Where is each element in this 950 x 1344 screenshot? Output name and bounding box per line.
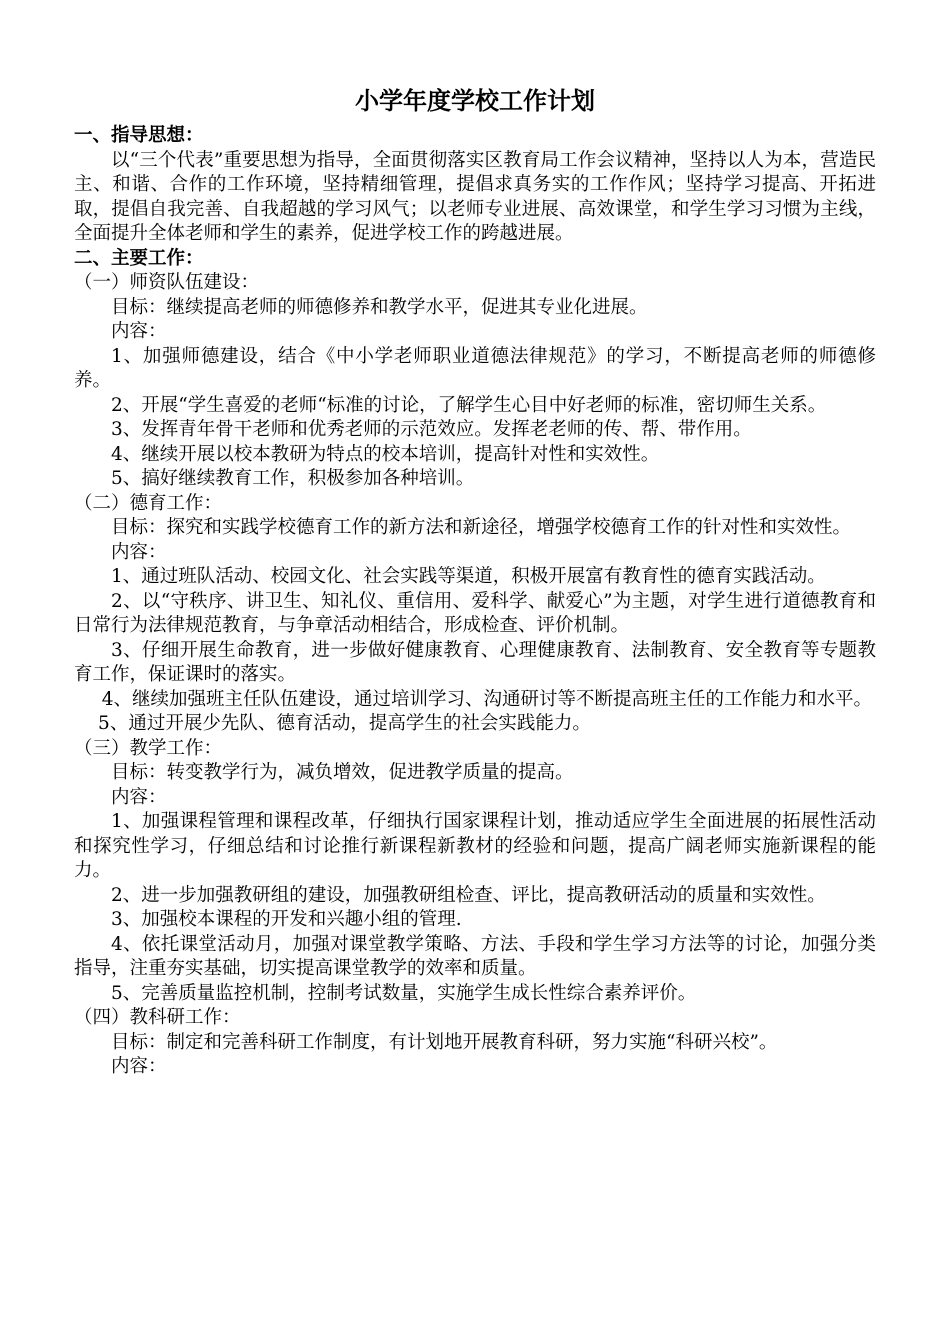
moral-item: 2、以“守秩序、讲卫生、知礼仪、重信用、爱科学、献爱心”为主题，对学生进行道德教育和日常行为法律规范教育，与争章活动相结合，形成检查、评价机制。 xyxy=(74,590,876,636)
teaching-item: 3、加强校本课程的开发和兴趣小组的管理. xyxy=(111,909,462,930)
moral-content-label: 内容： xyxy=(111,541,167,563)
research-goal: 目标：制定和完善科研工作制度，有计划地开展教育科研，努力实施“科研兴校”。 xyxy=(111,1031,778,1053)
teachers-item: 5、搞好继续教育工作，积极参加各种培训。 xyxy=(111,468,475,489)
subsection-heading-moral: （二）德育工作： xyxy=(74,492,223,514)
document-title: 小学年度学校工作计划 xyxy=(355,87,595,115)
teachers-content-label: 内容： xyxy=(111,321,167,342)
section-heading-main-work: 二、主要工作： xyxy=(74,247,204,269)
moral-item: 5、通过开展少先队、德育活动，提高学生的社会实践能力。 xyxy=(98,713,591,734)
moral-goal: 目标：探究和实践学校德育工作的新方法和新途径，增强学校德育工作的针对性和实效性。 xyxy=(111,517,852,538)
subsection-heading-teaching: （三）教学工作： xyxy=(74,737,223,759)
teaching-goal: 目标：转变教学行为，减负增效，促进教学质量的提高。 xyxy=(111,762,574,783)
teachers-item: 2、开展“学生喜爱的老师“标准的讨论，了解学生心目中好老师的标准，密切师生关系。 xyxy=(111,394,827,416)
moral-item: 1、通过班队活动、校园文化、社会实践等渠道，积极开展富有教育性的德育实践活动。 xyxy=(111,566,826,587)
teachers-item: 1、加强师德建设，结合《中小学老师职业道德法律规范》的学习，不断提高老师的师德修养。 xyxy=(74,345,876,391)
teachers-item: 3、发挥青年骨干老师和优秀老师的示范效应。发挥老老师的传、帮、带作用。 xyxy=(111,419,752,440)
subsection-heading-research: （四）教科研工作： xyxy=(74,1007,241,1028)
teachers-goal: 目标：继续提高老师的师德修养和教学水平，促进其专业化进展。 xyxy=(111,296,648,318)
teaching-item: 1、加强课程管理和课程改革，仔细执行国家课程计划，推动适应学生全面进展的拓展性活动和探究性学习，仔细总结和讨论推行新课程新教材的经验和问题，提高广阔老师实施新课程的能力。 xyxy=(74,811,876,881)
moral-item: 3、仔细开展生命教育，进一步做好健康教育、心理健康教育、法制教育、安全教育等专题教育工作，保证课时的落实。 xyxy=(74,639,876,685)
guiding-thought-paragraph: 以“三个代表”重要思想为指导，全面贯彻落实区教育局工作会议精神，坚持以人为本，营造民主、和谐、合作的工作环境，坚持精细管理，提倡求真务实的工作作风；坚持学习提高、开拓进取，提倡自我完善、自我超越的学习风气；以老师专业进展、高效课堂，和学生学习习惯为主线，全面提升全体老师和学生的素养，促进学校工作的跨越进展。 xyxy=(74,149,876,244)
research-content-label: 内容： xyxy=(111,1056,167,1077)
teachers-item: 4、继续开展以校本教研为特点的校本培训，提高针对性和实效性。 xyxy=(111,443,660,465)
teaching-item: 4、依托课堂活动月，加强对课堂教学策略、方法、手段和学生学习方法等的讨论，加强分类指导，注重夯实基础，切实提高课堂教学的效率和质量。 xyxy=(74,933,876,979)
teaching-item: 2、进一步加强教研组的建设，加强教研组检查、评比，提高教研活动的质量和实效性。 xyxy=(111,884,826,906)
moral-item: 4、继续加强班主任队伍建设，通过培训学习、沟通研讨等不断提高班主任的工作能力和水平。 xyxy=(101,688,873,710)
subsection-heading-teachers: （一）师资队伍建设： xyxy=(74,272,260,293)
teaching-content-label: 内容： xyxy=(111,786,167,808)
section-heading-guiding-thought: 一、指导思想： xyxy=(74,125,204,146)
teaching-item: 5、完善质量监控机制，控制考试数量，实施学生成长性综合素养评价。 xyxy=(111,982,697,1004)
